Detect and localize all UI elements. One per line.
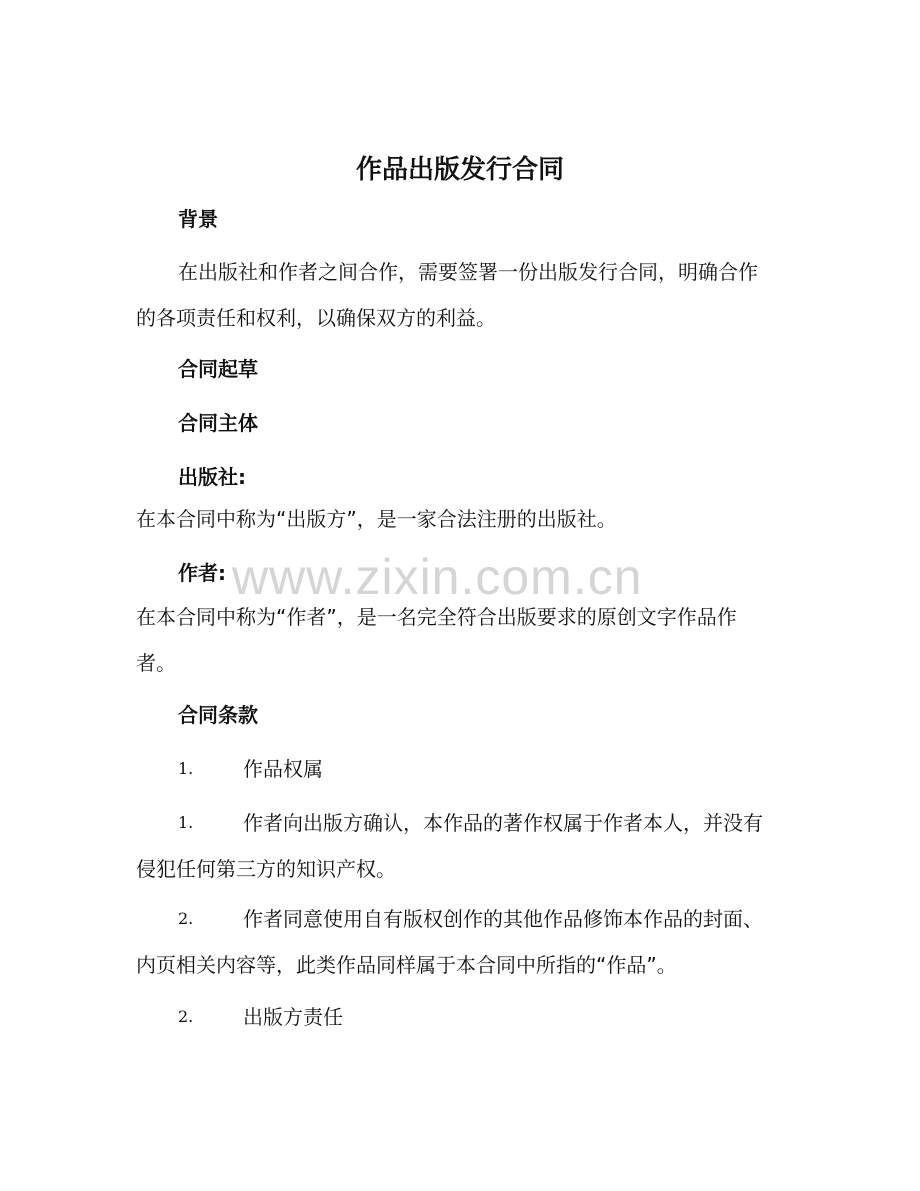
- item-number: 2.: [178, 909, 194, 928]
- document-title: 作品出版发行合同: [355, 155, 564, 185]
- background-paragraph: 在出版社和作者之间合作，需要签署一份出版发行合同，明确合作的各项责任和权利，以确保双方的利益。: [136, 260, 758, 330]
- author-paragraph: 在本合同中称为“作者”，是一名完全符合出版要求的原创文字作品作者。: [136, 605, 737, 675]
- section-heading-background: 背景: [178, 207, 218, 231]
- item-number: 1.: [178, 759, 194, 778]
- section-heading-terms: 合同条款: [178, 703, 258, 727]
- item-paragraph: 作者同意使用自有版权创作的其他作品修饰本作品的封面、内页相关内容等，此类作品同样属于本合同中所指的“作品”。: [136, 907, 763, 977]
- publisher-label: 出版社:: [178, 465, 246, 489]
- publisher-paragraph: 在本合同中称为“出版方”，是一家合法注册的出版社。: [136, 507, 617, 531]
- author-label: 作者:: [178, 561, 226, 585]
- watermark: www.zixin.com.cn: [232, 549, 643, 605]
- item-paragraph: 作者向出版方确认，本作品的著作权属于作者本人，并没有侵犯任何第三方的知识产权。: [136, 811, 763, 881]
- section-heading-parties: 合同主体: [178, 411, 258, 435]
- section-heading-drafting: 合同起草: [178, 357, 258, 381]
- item-text: 出版方责任: [243, 1005, 343, 1029]
- item-number: 1.: [178, 813, 194, 832]
- item-text: 作品权属: [243, 757, 323, 781]
- item-number: 2.: [178, 1007, 194, 1026]
